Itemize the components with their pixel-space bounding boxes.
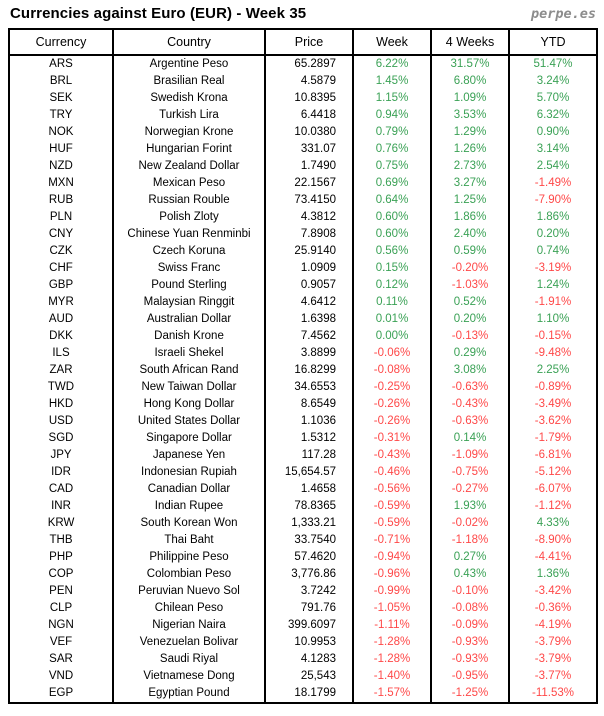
week-change-cell: 0.60% (353, 226, 431, 243)
week-change-cell: 1.45% (353, 73, 431, 90)
country-cell: Swiss Franc (113, 260, 265, 277)
country-cell: Japanese Yen (113, 447, 265, 464)
ytd-change-cell: -1.12% (509, 498, 597, 515)
week-change-cell: -0.59% (353, 515, 431, 532)
table-row (9, 651, 597, 668)
4weeks-change-cell: -0.63% (431, 413, 509, 430)
header-row (9, 29, 597, 55)
week-change-cell: -0.06% (353, 345, 431, 362)
currency-code-cell: BRL (49, 75, 73, 87)
price-cell: 16.8299 (265, 362, 353, 379)
table-row (9, 226, 597, 243)
table-row (9, 379, 597, 396)
table-row (9, 566, 597, 583)
4weeks-change-cell: -0.09% (431, 617, 509, 634)
4weeks-change-cell: 3.53% (431, 107, 509, 124)
ytd-change-cell: -4.19% (509, 617, 597, 634)
currency-code-cell: PHP (49, 551, 73, 563)
currency-code-cell: DKK (49, 330, 73, 342)
ytd-change-cell: 2.54% (509, 158, 597, 175)
country-cell: Turkish Lira (113, 107, 265, 124)
4weeks-change-cell: -0.08% (431, 600, 509, 617)
currency-code-cell: GBP (48, 279, 74, 291)
ytd-change-cell: -6.81% (509, 447, 597, 464)
ytd-change-cell: 2.25% (509, 362, 597, 379)
week-change-cell: -0.71% (353, 532, 431, 549)
currency-code-cell: SAR (49, 653, 73, 665)
ytd-change-cell: 1.36% (509, 566, 597, 583)
4weeks-change-cell: -0.20% (431, 260, 509, 277)
country-cell: Canadian Dollar (113, 481, 265, 498)
price-cell: 4.1283 (265, 651, 353, 668)
table-row (9, 668, 597, 685)
table-row (9, 209, 597, 226)
ytd-change-cell: -0.15% (509, 328, 597, 345)
country-cell: Indonesian Rupiah (113, 464, 265, 481)
country-cell: New Taiwan Dollar (113, 379, 265, 396)
4weeks-change-cell: 0.59% (431, 243, 509, 260)
week-change-cell: -0.59% (353, 498, 431, 515)
price-cell: 73.4150 (265, 192, 353, 209)
country-cell: Chinese Yuan Renminbi (113, 226, 265, 243)
ytd-change-cell: -3.77% (509, 668, 597, 685)
country-cell: Swedish Krona (113, 90, 265, 107)
price-cell: 1.7490 (265, 158, 353, 175)
column-header-ytd: YTD (509, 29, 597, 55)
ytd-change-cell: 3.24% (509, 73, 597, 90)
country-cell: Peruvian Nuevo Sol (113, 583, 265, 600)
currency-code-cell: SGD (48, 432, 74, 444)
table-header (9, 29, 597, 55)
4weeks-change-cell: -0.27% (431, 481, 509, 498)
ytd-change-cell: 51.47% (509, 55, 597, 73)
ytd-change-cell: -3.42% (509, 583, 597, 600)
table-row (9, 277, 597, 294)
4weeks-change-cell: -1.09% (431, 447, 509, 464)
price-cell: 3,776.86 (265, 566, 353, 583)
week-change-cell: -0.99% (353, 583, 431, 600)
price-cell: 15,654.57 (265, 464, 353, 481)
ytd-change-cell: 0.74% (509, 243, 597, 260)
price-cell: 65.2897 (265, 55, 353, 73)
ytd-change-cell: -8.90% (509, 532, 597, 549)
table-row (9, 55, 597, 73)
ytd-change-cell: 1.10% (509, 311, 597, 328)
country-cell: Argentine Peso (113, 55, 265, 73)
country-cell: Australian Dollar (113, 311, 265, 328)
country-cell: Polish Zloty (113, 209, 265, 226)
week-change-cell: -0.26% (353, 413, 431, 430)
week-change-cell: -1.05% (353, 600, 431, 617)
country-cell: Singapore Dollar (113, 430, 265, 447)
ytd-change-cell: 5.70% (509, 90, 597, 107)
ytd-change-cell: 1.24% (509, 277, 597, 294)
price-cell: 57.4620 (265, 549, 353, 566)
currency-code-cell: CAD (48, 483, 74, 495)
ytd-change-cell: 1.86% (509, 209, 597, 226)
country-cell: Thai Baht (113, 532, 265, 549)
country-cell: New Zealand Dollar (113, 158, 265, 175)
4weeks-change-cell: 1.09% (431, 90, 509, 107)
4weeks-change-cell: -0.95% (431, 668, 509, 685)
currency-code-cell: CZK (49, 245, 73, 257)
price-cell: 3.7242 (265, 583, 353, 600)
country-cell: Israeli Shekel (113, 345, 265, 362)
country-cell: Russian Rouble (113, 192, 265, 209)
week-change-cell: 0.60% (353, 209, 431, 226)
table-row (9, 175, 597, 192)
price-cell: 34.6553 (265, 379, 353, 396)
table-row (9, 158, 597, 175)
ytd-change-cell: 0.20% (509, 226, 597, 243)
country-cell: Saudi Riyal (113, 651, 265, 668)
4weeks-change-cell: 3.08% (431, 362, 509, 379)
price-cell: 7.4562 (265, 328, 353, 345)
week-change-cell: 0.75% (353, 158, 431, 175)
week-change-cell: 0.11% (353, 294, 431, 311)
4weeks-change-cell: -0.75% (431, 464, 509, 481)
price-cell: 25.9140 (265, 243, 353, 260)
table-row (9, 294, 597, 311)
currency-code-cell: SEK (49, 92, 73, 104)
country-cell: Egyptian Pound (113, 685, 265, 703)
column-header-4weeks: 4 Weeks (431, 29, 509, 55)
table-row (9, 311, 597, 328)
table-row (9, 447, 597, 464)
table-row (9, 243, 597, 260)
country-cell: Hungarian Forint (113, 141, 265, 158)
ytd-change-cell: -9.48% (509, 345, 597, 362)
ytd-change-cell: -7.90% (509, 192, 597, 209)
currency-code-cell: HUF (49, 143, 73, 155)
table-row (9, 515, 597, 532)
table-row (9, 430, 597, 447)
price-cell: 6.4418 (265, 107, 353, 124)
4weeks-change-cell: -0.02% (431, 515, 509, 532)
week-change-cell: 0.01% (353, 311, 431, 328)
table-row (9, 617, 597, 634)
currency-code-cell: MYR (48, 296, 74, 308)
4weeks-change-cell: -1.18% (431, 532, 509, 549)
4weeks-change-cell: 0.52% (431, 294, 509, 311)
4weeks-change-cell: -0.13% (431, 328, 509, 345)
ytd-change-cell: -5.12% (509, 464, 597, 481)
price-cell: 399.6097 (265, 617, 353, 634)
ytd-change-cell: -0.36% (509, 600, 597, 617)
week-change-cell: 0.00% (353, 328, 431, 345)
week-change-cell: -1.28% (353, 651, 431, 668)
table-row (9, 328, 597, 345)
4weeks-change-cell: 1.25% (431, 192, 509, 209)
table-row (9, 600, 597, 617)
4weeks-change-cell: 0.29% (431, 345, 509, 362)
currency-code-cell: NZD (49, 160, 73, 172)
table-row (9, 413, 597, 430)
currency-code-cell: RUB (48, 194, 74, 206)
country-cell: Philippine Peso (113, 549, 265, 566)
perpe-logo: perpe.es (530, 6, 596, 22)
currency-code-cell: TRY (49, 109, 73, 121)
price-cell: 4.5879 (265, 73, 353, 90)
currency-code-cell: CHF (49, 262, 73, 274)
ytd-change-cell: -1.91% (509, 294, 597, 311)
currency-code-cell: INR (51, 500, 71, 512)
table-row (9, 685, 597, 703)
currency-code-cell: MXN (48, 177, 74, 189)
country-cell: Vietnamese Dong (113, 668, 265, 685)
4weeks-change-cell: 2.73% (431, 158, 509, 175)
ytd-change-cell: -3.79% (509, 651, 597, 668)
ytd-change-cell: -3.79% (509, 634, 597, 651)
price-cell: 7.8908 (265, 226, 353, 243)
4weeks-change-cell: 0.20% (431, 311, 509, 328)
price-cell: 8.6549 (265, 396, 353, 413)
column-header-currency: Currency (9, 29, 113, 55)
ytd-change-cell: 4.33% (509, 515, 597, 532)
currency-code-cell: ARS (49, 58, 73, 70)
currency-code-cell: KRW (47, 517, 75, 529)
ytd-change-cell: -3.19% (509, 260, 597, 277)
ytd-change-cell: -3.62% (509, 413, 597, 430)
4weeks-change-cell: 3.27% (431, 175, 509, 192)
country-cell: Chilean Peso (113, 600, 265, 617)
currency-code-cell: IDR (51, 466, 71, 478)
table-row (9, 396, 597, 413)
4weeks-change-cell: 0.27% (431, 549, 509, 566)
currency-code-cell: HKD (48, 398, 74, 410)
4weeks-change-cell: 31.57% (431, 55, 509, 73)
week-change-cell: -0.56% (353, 481, 431, 498)
week-change-cell: -1.40% (353, 668, 431, 685)
table-row (9, 345, 597, 362)
price-cell: 1.4658 (265, 481, 353, 498)
currency-code-cell: NGN (48, 619, 74, 631)
price-cell: 18.1799 (265, 685, 353, 703)
currency-code-cell: PLN (49, 211, 73, 223)
ytd-change-cell: -0.89% (509, 379, 597, 396)
price-cell: 3.8899 (265, 345, 353, 362)
table-row (9, 481, 597, 498)
table-row (9, 107, 597, 124)
table-row (9, 141, 597, 158)
week-change-cell: 1.15% (353, 90, 431, 107)
column-header-price: Price (265, 29, 353, 55)
table-row (9, 260, 597, 277)
table-row (9, 532, 597, 549)
price-cell: 33.7540 (265, 532, 353, 549)
4weeks-change-cell: -0.43% (431, 396, 509, 413)
currency-code-cell: PEN (49, 585, 73, 597)
country-cell: South Korean Won (113, 515, 265, 532)
price-cell: 791.76 (265, 600, 353, 617)
table-row (9, 362, 597, 379)
country-cell: Danish Krone (113, 328, 265, 345)
ytd-change-cell: -6.07% (509, 481, 597, 498)
country-cell: South African Rand (113, 362, 265, 379)
currency-code-cell: ZAR (49, 364, 73, 376)
4weeks-change-cell: 1.26% (431, 141, 509, 158)
currency-code-cell: EGP (48, 687, 74, 699)
ytd-change-cell: 6.32% (509, 107, 597, 124)
week-change-cell: 0.64% (353, 192, 431, 209)
country-cell: United States Dollar (113, 413, 265, 430)
price-cell: 22.1567 (265, 175, 353, 192)
4weeks-change-cell: -1.03% (431, 277, 509, 294)
column-header-week: Week (353, 29, 431, 55)
price-cell: 1.6398 (265, 311, 353, 328)
currency-code-cell: AUD (48, 313, 74, 325)
price-cell: 78.8365 (265, 498, 353, 515)
4weeks-change-cell: 1.86% (431, 209, 509, 226)
country-cell: Norwegian Krone (113, 124, 265, 141)
price-cell: 10.9953 (265, 634, 353, 651)
table-row (9, 498, 597, 515)
ytd-change-cell: -1.79% (509, 430, 597, 447)
currency-code-cell: VND (48, 670, 74, 682)
country-cell: Venezuelan Bolivar (113, 634, 265, 651)
week-change-cell: 0.76% (353, 141, 431, 158)
price-cell: 4.6412 (265, 294, 353, 311)
week-change-cell: 0.15% (353, 260, 431, 277)
ytd-change-cell: 0.90% (509, 124, 597, 141)
table-row (9, 549, 597, 566)
week-change-cell: -1.11% (353, 617, 431, 634)
currency-code-cell: CNY (48, 228, 74, 240)
country-cell: Colombian Peso (113, 566, 265, 583)
week-change-cell: 0.69% (353, 175, 431, 192)
ytd-change-cell: 3.14% (509, 141, 597, 158)
4weeks-change-cell: -0.93% (431, 634, 509, 651)
table-row (9, 634, 597, 651)
4weeks-change-cell: 1.93% (431, 498, 509, 515)
week-change-cell: 0.79% (353, 124, 431, 141)
currency-code-cell: THB (49, 534, 73, 546)
price-cell: 0.9057 (265, 277, 353, 294)
week-change-cell: -0.96% (353, 566, 431, 583)
4weeks-change-cell: 0.43% (431, 566, 509, 583)
currency-code-cell: USD (48, 415, 74, 427)
country-cell: Czech Koruna (113, 243, 265, 260)
4weeks-change-cell: 1.29% (431, 124, 509, 141)
price-cell: 10.0380 (265, 124, 353, 141)
4weeks-change-cell: 2.40% (431, 226, 509, 243)
currency-code-cell: COP (48, 568, 74, 580)
table-row (9, 464, 597, 481)
country-cell: Indian Rupee (113, 498, 265, 515)
week-change-cell: 0.56% (353, 243, 431, 260)
ytd-change-cell: -3.49% (509, 396, 597, 413)
week-change-cell: -0.46% (353, 464, 431, 481)
week-change-cell: 0.12% (353, 277, 431, 294)
currency-table (8, 28, 598, 704)
currency-code-cell: VEF (49, 636, 73, 648)
currency-code-cell: CLP (49, 602, 73, 614)
week-change-cell: -0.26% (353, 396, 431, 413)
table-body (9, 55, 597, 703)
table-row (9, 73, 597, 90)
ytd-change-cell: -4.41% (509, 549, 597, 566)
ytd-change-cell: -1.49% (509, 175, 597, 192)
price-cell: 1,333.21 (265, 515, 353, 532)
currency-code-cell: ILS (52, 347, 70, 359)
4weeks-change-cell: -0.63% (431, 379, 509, 396)
country-cell: Malaysian Ringgit (113, 294, 265, 311)
week-change-cell: -0.25% (353, 379, 431, 396)
currency-code-cell: TWD (47, 381, 75, 393)
week-change-cell: 6.22% (353, 55, 431, 73)
ytd-change-cell: -11.53% (509, 685, 597, 703)
4weeks-change-cell: -0.10% (431, 583, 509, 600)
week-change-cell: -0.08% (353, 362, 431, 379)
4weeks-change-cell: -0.93% (431, 651, 509, 668)
country-cell: Mexican Peso (113, 175, 265, 192)
currency-code-cell: NOK (48, 126, 74, 138)
week-change-cell: -0.94% (353, 549, 431, 566)
country-cell: Nigerian Naira (113, 617, 265, 634)
week-change-cell: -0.43% (353, 447, 431, 464)
week-change-cell: 0.94% (353, 107, 431, 124)
price-cell: 1.5312 (265, 430, 353, 447)
table-row (9, 583, 597, 600)
price-cell: 10.8395 (265, 90, 353, 107)
week-change-cell: -1.28% (353, 634, 431, 651)
country-cell: Hong Kong Dollar (113, 396, 265, 413)
price-cell: 331.07 (265, 141, 353, 158)
country-cell: Pound Sterling (113, 277, 265, 294)
currency-code-cell: JPY (50, 449, 72, 461)
price-cell: 1.1036 (265, 413, 353, 430)
price-cell: 117.28 (265, 447, 353, 464)
column-header-country: Country (113, 29, 265, 55)
week-change-cell: -1.57% (353, 685, 431, 703)
country-cell: Brasilian Real (113, 73, 265, 90)
4weeks-change-cell: 0.14% (431, 430, 509, 447)
price-cell: 1.0909 (265, 260, 353, 277)
price-cell: 25,543 (265, 668, 353, 685)
table-row (9, 192, 597, 209)
titlebar (0, 0, 604, 28)
4weeks-change-cell: -1.25% (431, 685, 509, 703)
table-row (9, 124, 597, 141)
table-row (9, 90, 597, 107)
page-title: Currencies against Euro (EUR) - Week 35 (10, 5, 307, 22)
week-change-cell: -0.31% (353, 430, 431, 447)
price-cell: 4.3812 (265, 209, 353, 226)
4weeks-change-cell: 6.80% (431, 73, 509, 90)
